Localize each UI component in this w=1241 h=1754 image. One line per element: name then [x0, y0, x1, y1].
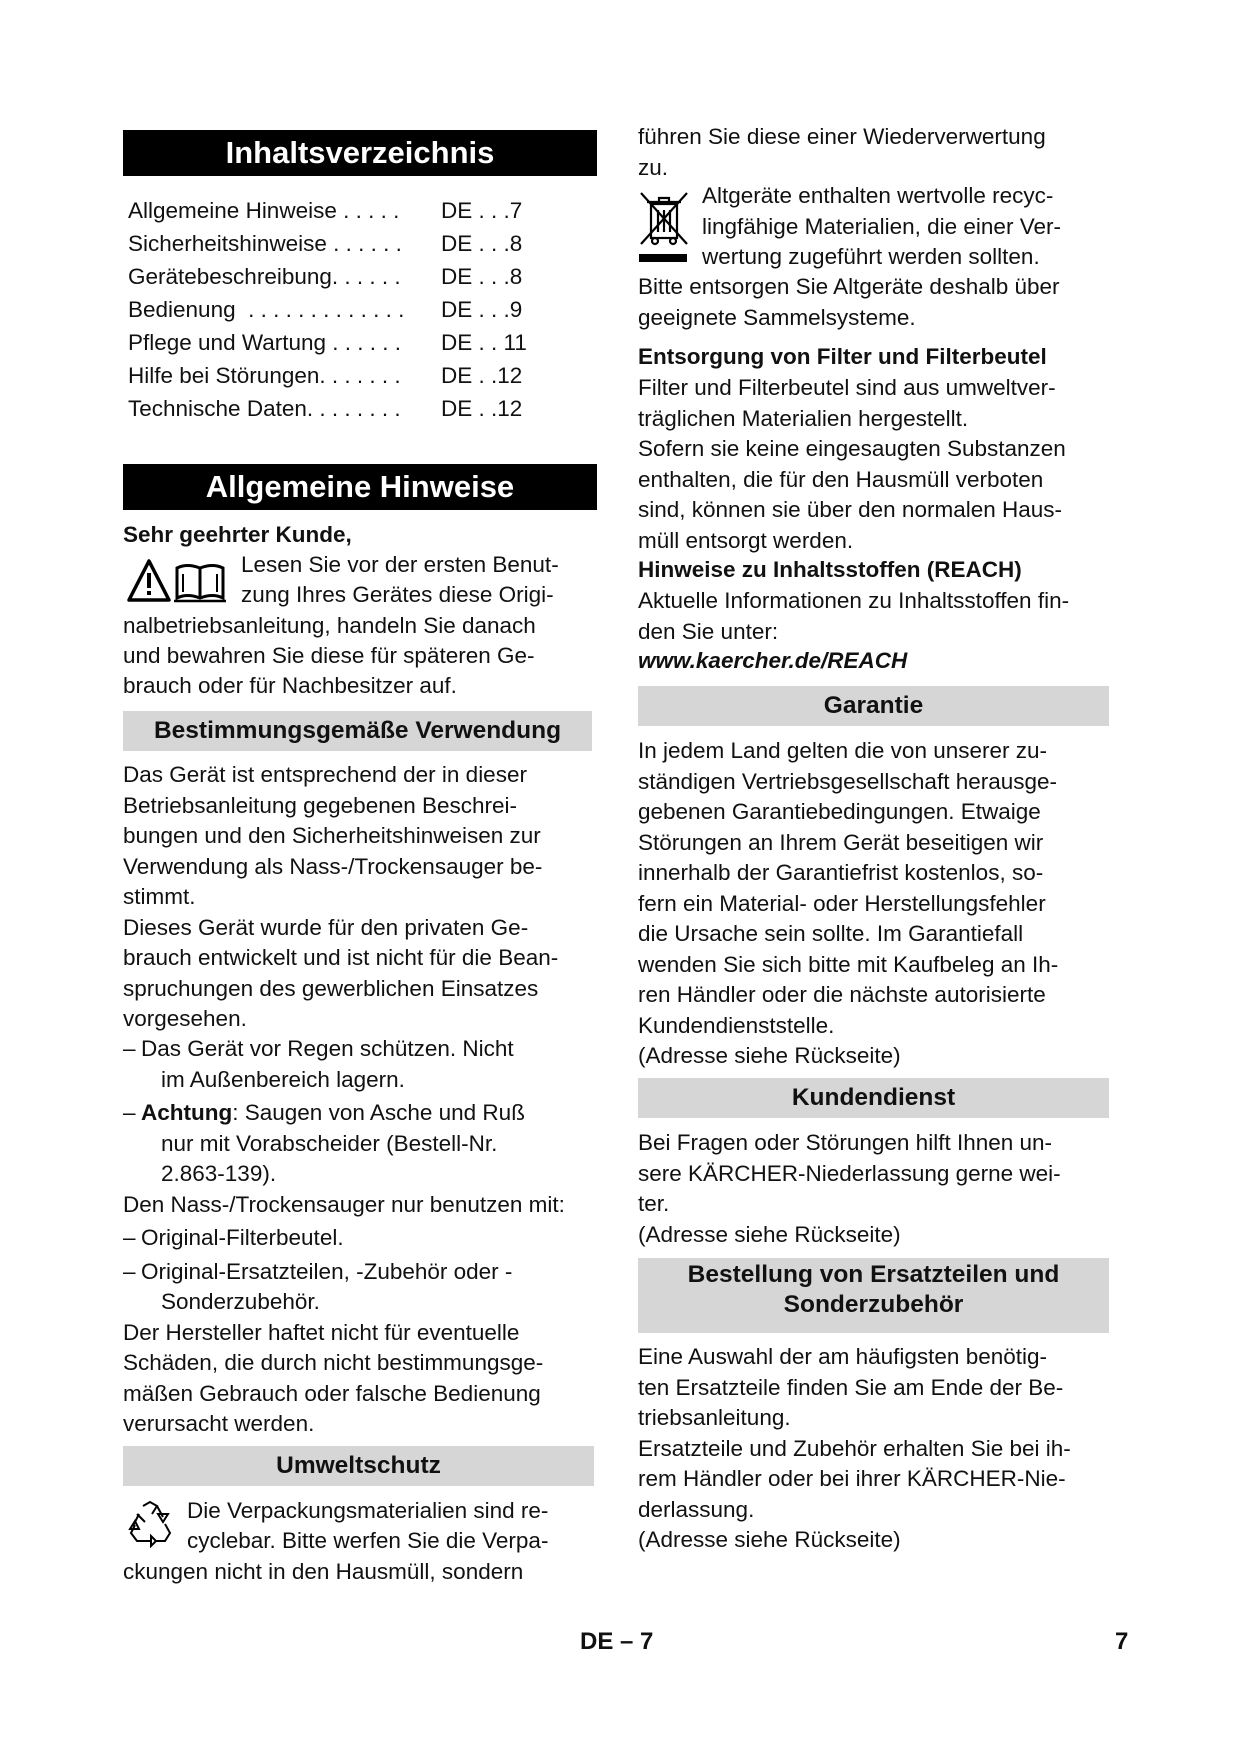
text-line: die Ursache sein sollte. Im Garantiefall — [638, 921, 1024, 946]
text-line: spruchungen des gewerblichen Einsatzes — [123, 975, 539, 1001]
list-item — [123, 1098, 597, 1190]
text-line: Aktuelle Informationen zu Inhaltsstoffen fin- — [638, 588, 1070, 613]
text-line: innerhalb der Garantiefrist kostenlos, so- — [638, 860, 1044, 885]
toc-entry-label[interactable]: Gerätebeschreibung. . . . . . — [128, 264, 401, 289]
list-item — [123, 1223, 597, 1254]
toc-entry-label[interactable]: Bedienung . . . . . . . . . . . . . — [128, 297, 405, 322]
text-line: vorgesehen. — [123, 1006, 247, 1031]
text-line: ter. — [638, 1191, 670, 1216]
filter-text — [638, 373, 1066, 556]
reach-text — [638, 586, 1069, 647]
text-line: derlassung. — [638, 1496, 755, 1522]
text-line: Eine Auswahl der am häufigsten benötig- — [638, 1344, 1048, 1369]
toc-entry-label[interactable]: Pflege und Wartung . . . . . . — [128, 330, 402, 355]
env-continued — [638, 122, 1046, 183]
text-line: Original-Ersatzteilen, -Zubehör oder - — [141, 1258, 513, 1284]
text-line: verursacht werden. — [123, 1411, 315, 1436]
text-line: Das Gerät vor Regen schützen. Nicht — [141, 1036, 514, 1061]
text-line: Das Gerät ist entsprechend der in dieser — [123, 762, 527, 787]
attention-label: Achtung — [141, 1100, 233, 1125]
text-line: Sofern sie keine eingesaugten Substanzen — [638, 436, 1066, 461]
text-line: lingfähige Materialien, die einer Ver- — [702, 213, 1061, 239]
toc-heading: Inhaltsverzeichnis — [123, 130, 597, 176]
weee-text — [702, 181, 1061, 273]
parts-text — [638, 1342, 1071, 1556]
page-number: 7 — [1115, 1628, 1129, 1655]
text-line: (Adresse siehe Rückseite) — [638, 1043, 901, 1068]
text-line: stimmt. — [123, 884, 196, 909]
list-dash: – — [123, 1036, 136, 1061]
text-line: Bitte entsorgen Sie Altgeräte deshalb über — [638, 274, 1060, 299]
general-heading: Allgemeine Hinweise — [123, 464, 597, 510]
text-line: Betriebsanleitung gegebenen Beschrei- — [123, 792, 518, 818]
text-line — [141, 1098, 597, 1129]
text-line: Ersatzteile und Zubehör erhalten Sie bei ih- — [638, 1435, 1071, 1461]
env-line: Die Verpackungsmaterialien sind re- — [187, 1498, 549, 1523]
usage-list — [123, 1034, 597, 1440]
filter-heading: Entsorgung von Filter und Filterbeutel — [638, 344, 1047, 369]
text-line: In jedem Land gelten die von unserer zu- — [638, 738, 1048, 763]
text-line: geeignete Sammelsysteme. — [638, 304, 916, 330]
text-line: enthalten, die für den Hausmüll verboten — [638, 466, 1044, 492]
text-line: Verwendung als Nass-/Trockensauger be- — [123, 853, 543, 879]
toc-entry-label[interactable]: Sicherheitshinweise . . . . . . — [128, 231, 402, 256]
text-line: Dieses Gerät wurde für den privaten Ge- — [123, 914, 529, 940]
text-line: Sonderzubehör. — [161, 1289, 320, 1314]
text-line: Bei Fragen oder Störungen hilft Ihnen un- — [638, 1130, 1053, 1155]
usage-text — [123, 760, 558, 1035]
list-item — [123, 1034, 597, 1095]
service-text — [638, 1128, 1061, 1250]
text-line: Schäden, die durch nicht bestimmungsge- — [123, 1350, 544, 1375]
toc-entry-page: DE . . 11 — [441, 330, 527, 355]
toc-entry-label[interactable]: Technische Daten. . . . . . . . — [128, 396, 401, 421]
text-line: ren Händler oder die nächste autorisierte — [638, 982, 1046, 1007]
text-line: (Adresse siehe Rückseite) — [638, 1527, 901, 1552]
text-line: 2.863-139). — [161, 1161, 277, 1186]
list-dash: – — [123, 1225, 136, 1250]
text-line: wertung zugeführt werden sollten. — [702, 244, 1040, 269]
text-line: zu. — [638, 154, 669, 180]
list-dash: – — [123, 1258, 136, 1284]
text-line: gebenen Garantiebedingungen. Etwaige — [638, 799, 1041, 824]
parts-heading — [638, 1258, 1109, 1333]
env-line: cyclebar. Bitte werfen Sie die Verpa- — [187, 1528, 549, 1553]
toc-entry-page: DE . . .8 — [441, 264, 523, 289]
text-line: (Adresse siehe Rückseite) — [638, 1221, 901, 1247]
text-line: Der Hersteller haftet nicht für eventuelle — [123, 1319, 520, 1345]
text-line: Altgeräte enthalten wertvolle recyc- — [702, 183, 1054, 208]
service-heading: Kundendienst — [638, 1078, 1109, 1118]
crossed-bin-icon — [638, 190, 690, 264]
text-line: müll entsorgt werden. — [638, 527, 854, 553]
list-dash: – — [123, 1100, 136, 1125]
reach-link[interactable]: www.kaercher.de/REACH — [638, 648, 908, 673]
text-line: nur mit Vorabscheider (Bestell-Nr. — [161, 1130, 498, 1156]
text-line: bungen und den Sicherheitshinweisen zur — [123, 823, 541, 848]
toc-entry-page: DE . . .9 — [441, 297, 523, 322]
text-line: Störungen an Ihrem Gerät beseitigen wir — [638, 829, 1044, 855]
toc-entry-label[interactable]: Allgemeine Hinweise . . . . . — [128, 198, 400, 223]
text-line: den Sie unter: — [638, 618, 779, 644]
toc-entry-page: DE . .12 — [441, 396, 523, 421]
text-line: träglichen Materialien hergestellt. — [638, 405, 969, 431]
env-line: ckungen nicht in den Hausmüll, sondern — [123, 1559, 524, 1584]
toc-entry-page: DE . . .8 — [441, 231, 523, 256]
text-line: wenden Sie sich bitte mit Kaufbeleg an Ih- — [638, 951, 1059, 977]
usage-heading: Bestimmungsgemäße Verwendung — [123, 711, 592, 751]
text-line: mäßen Gebrauch oder falsche Bedienung — [123, 1380, 541, 1406]
greeting: Sehr geehrter Kunde, — [123, 522, 352, 547]
text-line: Original-Filterbeutel. — [141, 1225, 344, 1250]
footer-label: DE – 7 — [580, 1628, 654, 1655]
list-item — [123, 1257, 597, 1318]
text-line: rem Händler oder bei ihrer KÄRCHER-Nie- — [638, 1466, 1066, 1491]
toc-entry-label[interactable]: Hilfe bei Störungen. . . . . . . — [128, 363, 401, 388]
parts-heading-line: Bestellung von Ersatzteilen und — [687, 1261, 1060, 1288]
intro-line: zung Ihres Gerätes diese Origi- — [241, 582, 554, 607]
text-line: im Außenbereich lagern. — [161, 1066, 405, 1092]
text-line: ten Ersatzteile finden Sie am Ende der Be- — [638, 1374, 1064, 1400]
reach-heading: Hinweise zu Inhaltsstoffen (REACH) — [638, 557, 1022, 582]
environment-heading: Umweltschutz — [123, 1446, 594, 1486]
warranty-heading: Garantie — [638, 686, 1109, 726]
intro-line: nalbetriebsanleitung, handeln Sie danach — [123, 613, 536, 638]
text-line: sere KÄRCHER-Niederlassung gerne wei- — [638, 1160, 1061, 1186]
weee-rest — [638, 272, 1060, 333]
warning-manual-icon — [127, 558, 229, 604]
attention-text: : Saugen von Asche und Ruß — [232, 1100, 525, 1125]
warranty-text — [638, 736, 1058, 1072]
text-line: führen Sie diese einer Wiederverwertung — [638, 124, 1046, 149]
intro-line: Lesen Sie vor der ersten Benut- — [241, 552, 559, 577]
intro-line: und bewahren Sie diese für späteren Ge- — [123, 643, 535, 668]
text-line: ständigen Vertriebsgesellschaft herausge- — [638, 768, 1058, 794]
text-line: Den Nass-/Trockensauger nur benutzen mit: — [123, 1191, 565, 1217]
recycling-icon — [125, 1500, 175, 1548]
toc-entry-page: DE . . .7 — [441, 198, 523, 223]
toc-entry-page: DE . .12 — [441, 363, 523, 388]
text-line: fern ein Material- oder Herstellungsfehler — [638, 890, 1046, 916]
intro-line: brauch oder für Nachbesitzer auf. — [123, 673, 457, 698]
text-line: brauch entwickelt und ist nicht für die Bean- — [123, 945, 559, 970]
parts-heading-line: Sonderzubehör — [783, 1291, 964, 1318]
text-line: sind, können sie über den normalen Haus- — [638, 497, 1063, 522]
text-line: Kundendienststelle. — [638, 1012, 835, 1038]
text-line: triebsanleitung. — [638, 1405, 791, 1430]
text-line: Filter und Filterbeutel sind aus umweltver- — [638, 375, 1056, 400]
